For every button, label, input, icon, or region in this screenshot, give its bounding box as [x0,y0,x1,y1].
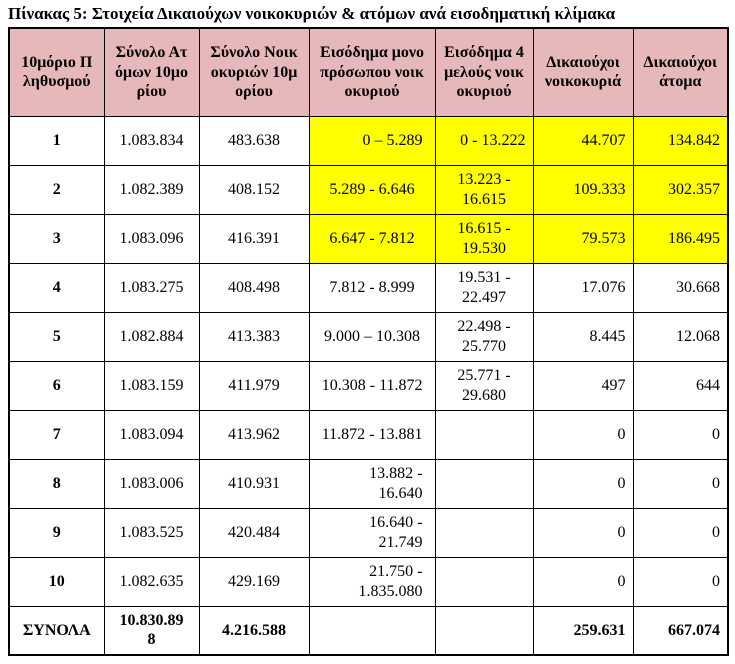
table-footer [9,606,728,655]
table-row [9,214,728,263]
cell-households-total: 408.498 [199,263,309,312]
cell-beneficiary-households: 8.445 [533,312,633,361]
cell-individuals-total: 1.082.884 [104,312,199,361]
cell-beneficiary-households: 79.573 [533,214,633,263]
cell-beneficiary-households: 109.333 [533,165,633,214]
cell-beneficiary-individuals: 134.842 [633,116,728,165]
totals-beneficiary-households: 259.631 [533,606,633,655]
table-header [9,28,728,116]
cell-income-single: 6.647 - 7.812 [309,214,435,263]
cell-decile: 10 [9,557,104,606]
cell-decile: 4 [9,263,104,312]
cell-individuals-total: 1.083.094 [104,410,199,459]
cell-households-total: 420.484 [199,508,309,557]
cell-individuals-total: 1.082.389 [104,165,199,214]
cell-beneficiary-households: 17.076 [533,263,633,312]
cell-beneficiary-individuals: 302.357 [633,165,728,214]
cell-income-single: 11.872 - 13.881 [309,410,435,459]
cell-income-single: 5.289 - 6.646 [309,165,435,214]
cell-income-single: 10.308 - 11.872 [309,361,435,410]
cell-beneficiary-individuals: 30.668 [633,263,728,312]
cell-beneficiary-individuals: 0 [633,557,728,606]
cell-individuals-total: 1.083.006 [104,459,199,508]
cell-income-single: 13.882 - 16.640 [309,459,435,508]
cell-households-total: 411.979 [199,361,309,410]
totals-individuals: 10.830.898 [104,606,199,655]
cell-decile: 6 [9,361,104,410]
column-header-decile: 10μόριο Πληθυσμού [9,28,104,116]
cell-income-family4: 0 - 13.222 [435,116,533,165]
cell-beneficiary-households: 44.707 [533,116,633,165]
cell-households-total: 483.638 [199,116,309,165]
totals-label: ΣΥΝΟΛΑ [9,606,104,655]
column-header-beneficiary-households: Δικαιούχοι νοικοκυριά [533,28,633,116]
table-row [9,508,728,557]
totals-income-single [309,606,435,655]
column-header-income-family4: Εισόδημα 4μελούς νοικοκυριού [435,28,533,116]
cell-individuals-total: 1.083.275 [104,263,199,312]
totals-income-family4 [435,606,533,655]
cell-decile: 3 [9,214,104,263]
cell-households-total: 413.962 [199,410,309,459]
page-title: Πίνακας 5: Στοιχεία Δικαιούχων νοικοκυριών & ατόμων ανά εισοδηματική κλίμακα [8,4,616,23]
cell-beneficiary-individuals: 12.068 [633,312,728,361]
cell-households-total: 429.169 [199,557,309,606]
cell-income-single: 16.640 - 21.749 [309,508,435,557]
cell-beneficiary-individuals: 0 [633,459,728,508]
cell-income-family4: 16.615 - 19.530 [435,214,533,263]
cell-income-family4 [435,557,533,606]
cell-beneficiary-households: 0 [533,508,633,557]
cell-income-family4: 13.223 - 16.615 [435,165,533,214]
cell-income-single: 7.812 - 8.999 [309,263,435,312]
cell-beneficiary-individuals: 0 [633,410,728,459]
cell-income-family4 [435,410,533,459]
totals-households: 4.216.588 [199,606,309,655]
cell-beneficiary-households: 0 [533,410,633,459]
cell-individuals-total: 1.082.635 [104,557,199,606]
cell-decile: 9 [9,508,104,557]
cell-beneficiary-households: 497 [533,361,633,410]
totals-beneficiary-individuals: 667.074 [633,606,728,655]
cell-decile: 8 [9,459,104,508]
cell-individuals-total: 1.083.159 [104,361,199,410]
table-row [9,410,728,459]
cell-individuals-total: 1.083.525 [104,508,199,557]
cell-individuals-total: 1.083.834 [104,116,199,165]
cell-income-single: 21.750 - 1.835.080 [309,557,435,606]
cell-income-family4 [435,508,533,557]
cell-income-family4: 22.498 - 25.770 [435,312,533,361]
cell-individuals-total: 1.083.096 [104,214,199,263]
cell-income-family4 [435,459,533,508]
cell-households-total: 408.152 [199,165,309,214]
table-row [9,361,728,410]
cell-decile: 7 [9,410,104,459]
cell-income-family4: 19.531 - 22.497 [435,263,533,312]
cell-beneficiary-individuals: 0 [633,508,728,557]
table-body [9,116,728,606]
cell-beneficiary-individuals: 186.495 [633,214,728,263]
column-header-individuals-total: Σύνολο Ατόμων 10μορίου [104,28,199,116]
cell-income-single: 0 – 5.289 [309,116,435,165]
table-row [9,263,728,312]
cell-decile: 1 [9,116,104,165]
totals-row [9,606,728,655]
header-row [9,28,728,116]
table-row [9,116,728,165]
cell-households-total: 413.383 [199,312,309,361]
column-header-households-total: Σύνολο Νοικοκυριών 10μορίου [199,28,309,116]
cell-income-single: 9.000 – 10.308 [309,312,435,361]
beneficiaries-table [8,27,729,656]
cell-households-total: 410.931 [199,459,309,508]
cell-income-family4: 25.771 - 29.680 [435,361,533,410]
column-header-income-single: Εισόδημα μονοπρόσωπου νοικοκυριού [309,28,435,116]
cell-beneficiary-households: 0 [533,557,633,606]
column-header-beneficiary-individuals: Δικαιούχοι άτομα [633,28,728,116]
cell-households-total: 416.391 [199,214,309,263]
table-row [9,459,728,508]
table-row [9,557,728,606]
cell-beneficiary-individuals: 644 [633,361,728,410]
cell-beneficiary-households: 0 [533,459,633,508]
table-row [9,165,728,214]
cell-decile: 5 [9,312,104,361]
table-row [9,312,728,361]
cell-decile: 2 [9,165,104,214]
